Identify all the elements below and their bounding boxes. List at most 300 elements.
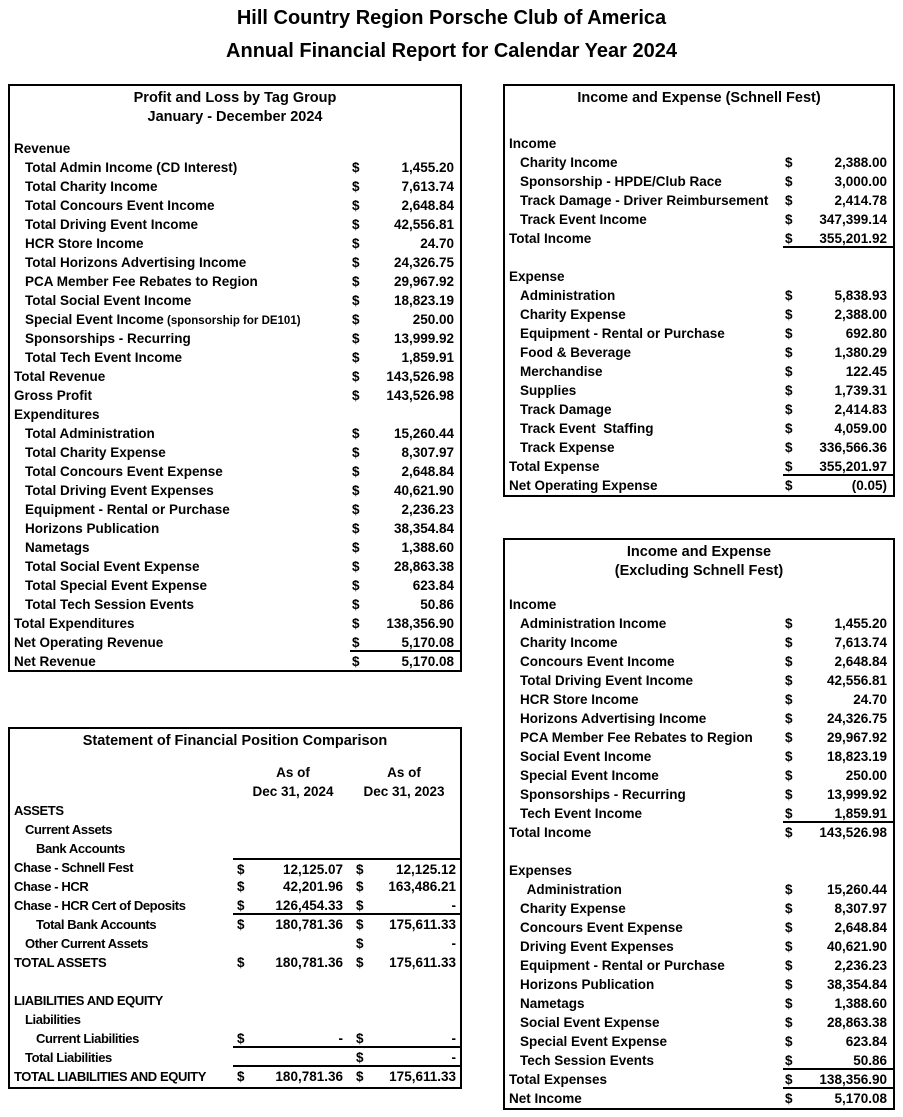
currency-symbol: $ — [785, 1072, 793, 1087]
currency-symbol: $ — [352, 369, 360, 384]
table-row — [505, 842, 893, 861]
row-label: Equipment - Rental or Purchase — [520, 326, 725, 341]
value-cell — [350, 443, 460, 462]
row-value: 1,455.20 — [834, 616, 887, 631]
table-row — [10, 500, 460, 519]
row-value: 38,354.84 — [393, 521, 454, 536]
row-label: Other Current Assets — [25, 936, 148, 951]
row-value: 29,967.92 — [393, 274, 454, 289]
table-row — [505, 595, 893, 614]
table-rows — [505, 595, 893, 1108]
value-columns — [233, 1029, 460, 1048]
row-value: 50.86 — [420, 597, 454, 612]
column-header-line: As of — [276, 765, 310, 780]
table-row — [10, 801, 460, 820]
currency-symbol: $ — [352, 445, 360, 460]
currency-symbol: $ — [237, 862, 245, 877]
currency-symbol: $ — [785, 958, 793, 973]
value-cell — [783, 823, 893, 842]
row-value: 180,781.36 — [275, 1069, 343, 1084]
row-label: Total Tech Event Income — [25, 350, 183, 365]
row-label: Social Event Income — [520, 749, 652, 764]
table-row — [10, 481, 460, 500]
value-cell — [233, 934, 345, 953]
currency-symbol: $ — [785, 787, 793, 802]
value-cell — [233, 1029, 345, 1046]
value-columns — [233, 858, 460, 877]
row-value: 143,526.98 — [386, 388, 454, 403]
currency-symbol: $ — [352, 160, 360, 175]
row-value: 1,859.91 — [401, 350, 454, 365]
table-row — [10, 614, 460, 633]
value-cell — [350, 614, 460, 633]
row-label: Food & Beverage — [520, 345, 632, 360]
row-value: 13,999.92 — [393, 331, 454, 346]
table-row — [10, 1067, 460, 1086]
table-row — [505, 229, 893, 248]
row-label: Chase - HCR Cert of Deposits — [14, 898, 186, 913]
value-cell — [350, 348, 460, 367]
row-label: Special Event Income — [520, 768, 659, 783]
row-label: Total Income — [509, 825, 592, 840]
row-label: Horizons Advertising Income — [520, 711, 707, 726]
row-value: (0.05) — [851, 478, 887, 493]
table-row — [10, 953, 460, 972]
row-value: 5,170.08 — [401, 654, 454, 669]
table-title: Statement of Financial Position Comparison — [82, 733, 388, 749]
table-row — [10, 991, 460, 1010]
row-label: Income — [509, 597, 557, 612]
value-cell — [783, 153, 893, 172]
currency-symbol: $ — [785, 231, 793, 246]
row-value: 4,059.00 — [834, 421, 887, 436]
row-label: Bank Accounts — [36, 841, 125, 856]
table-row — [505, 438, 893, 457]
table-title: Income and Expense — [626, 544, 772, 560]
value-cell — [783, 918, 893, 937]
value-cell — [783, 172, 893, 191]
table-row — [505, 823, 893, 842]
currency-symbol: $ — [785, 212, 793, 227]
value-cell — [783, 1032, 893, 1051]
currency-symbol: $ — [352, 635, 360, 650]
currency-symbol: $ — [356, 917, 364, 932]
row-label: Chase - Schnell Fest — [14, 860, 134, 875]
row-value: 1,388.60 — [401, 540, 454, 555]
value-cell — [783, 476, 893, 495]
row-value: 336,566.36 — [819, 440, 887, 455]
value-cell — [350, 177, 460, 196]
value-cell — [350, 538, 460, 557]
row-value: 1,455.20 — [401, 160, 454, 175]
row-label: Gross Profit — [14, 388, 93, 403]
row-value: 8,307.97 — [834, 901, 887, 916]
table-rows — [10, 139, 460, 671]
row-value: 5,838.93 — [834, 288, 887, 303]
value-cell — [350, 215, 460, 234]
row-label: Track Expense — [520, 440, 615, 455]
currency-symbol: $ — [352, 559, 360, 574]
value-columns — [233, 896, 460, 915]
currency-symbol: $ — [352, 255, 360, 270]
table-row — [10, 519, 460, 538]
currency-symbol: $ — [785, 749, 793, 764]
table-row — [10, 196, 460, 215]
row-label — [10, 763, 233, 801]
table-row — [505, 747, 893, 766]
table-row — [10, 972, 460, 991]
row-label: Charity Expense — [520, 901, 626, 916]
currency-symbol: $ — [785, 1053, 793, 1068]
row-value: 42,201.96 — [282, 879, 343, 894]
row-label: Total Revenue — [14, 369, 106, 384]
row-label: Net Operating Revenue — [14, 635, 164, 650]
value-cell — [783, 994, 893, 1013]
report-title-line1: Hill Country Region Porsche Club of America — [236, 7, 667, 29]
row-value: 2,648.84 — [401, 198, 454, 213]
row-label: LIABILITIES AND EQUITY — [14, 993, 163, 1008]
row-label: Total Concours Event Expense — [25, 464, 223, 479]
table-row — [505, 937, 893, 956]
row-value: 138,356.90 — [386, 616, 454, 631]
table-row — [505, 248, 893, 267]
row-value: 15,260.44 — [826, 882, 887, 897]
value-cell — [233, 1067, 345, 1086]
row-label: Expense — [509, 269, 565, 284]
row-value: 143,526.98 — [386, 369, 454, 384]
table-row — [10, 877, 460, 896]
currency-symbol: $ — [785, 673, 793, 688]
table-subtitle: January - December 2024 — [147, 109, 323, 125]
table-row — [505, 457, 893, 476]
value-cell — [233, 953, 345, 972]
spacer — [10, 127, 460, 139]
value-cell — [783, 457, 893, 476]
row-label: HCR Store Income — [520, 692, 639, 707]
value-cell — [350, 576, 460, 595]
row-label: Charity Income — [520, 635, 618, 650]
row-value: 355,201.97 — [819, 459, 887, 474]
currency-symbol: $ — [785, 654, 793, 669]
row-value: 15,260.44 — [393, 426, 454, 441]
currency-symbol: $ — [237, 898, 245, 913]
table-row — [10, 557, 460, 576]
row-label: Total Horizons Advertising Income — [25, 255, 247, 270]
currency-symbol: $ — [356, 936, 364, 951]
row-value: 18,823.19 — [826, 749, 887, 764]
row-value: 1,859.91 — [834, 806, 887, 821]
value-cell — [783, 785, 893, 804]
row-value: 175,611.33 — [389, 1069, 456, 1084]
row-label: Equipment - Rental or Purchase — [25, 502, 230, 517]
row-value: 13,999.92 — [826, 787, 887, 802]
row-value: 180,781.36 — [275, 917, 343, 932]
table-row — [10, 915, 460, 934]
table-row — [10, 1010, 460, 1029]
row-label: Nametags — [520, 996, 585, 1011]
value-cell — [783, 1089, 893, 1108]
value-cell — [783, 305, 893, 324]
value-cell — [356, 1029, 460, 1046]
row-label: Total Expense — [509, 459, 600, 474]
schnell-fest-table — [503, 84, 895, 497]
row-label: Total Bank Accounts — [36, 917, 157, 932]
currency-symbol: $ — [785, 383, 793, 398]
row-label: Total Special Event Expense — [25, 578, 208, 593]
row-label: Total Social Event Income — [25, 293, 192, 308]
table-row — [505, 419, 893, 438]
value-cell — [233, 860, 345, 877]
row-value: - — [451, 936, 456, 951]
column-header-2023 — [352, 763, 460, 801]
row-value: 2,236.23 — [401, 502, 454, 517]
column-header-line: Dec 31, 2024 — [252, 784, 334, 799]
row-label: Social Event Expense — [520, 1015, 660, 1030]
row-value: 2,648.84 — [834, 920, 887, 935]
table-row — [10, 234, 460, 253]
row-label: TOTAL ASSETS — [14, 955, 107, 970]
row-label: Total Charity Expense — [25, 445, 166, 460]
value-columns — [233, 877, 460, 896]
spacer — [10, 751, 460, 763]
row-label: Total Concours Event Income — [25, 198, 215, 213]
row-value: 2,388.00 — [834, 155, 887, 170]
row-label: Chase - HCR — [14, 879, 89, 894]
value-columns — [233, 934, 460, 953]
table-row — [10, 291, 460, 310]
row-value: 163,486.21 — [388, 879, 456, 894]
table-row — [505, 671, 893, 690]
value-cell — [783, 381, 893, 400]
row-label: Total Social Event Expense — [25, 559, 200, 574]
table-row — [10, 858, 460, 877]
row-value: 7,613.74 — [401, 179, 454, 194]
table-row — [505, 861, 893, 880]
table-row — [10, 595, 460, 614]
currency-symbol: $ — [785, 1034, 793, 1049]
spacer — [505, 581, 893, 595]
value-cell — [783, 362, 893, 381]
row-label: Charity Income — [520, 155, 618, 170]
currency-symbol: $ — [352, 502, 360, 517]
row-value: 7,613.74 — [834, 635, 887, 650]
value-cell — [350, 367, 460, 386]
table-row — [505, 880, 893, 899]
row-label: Administration Income — [520, 616, 667, 631]
currency-symbol: $ — [785, 806, 793, 821]
value-cell — [356, 934, 460, 953]
table-row — [10, 215, 460, 234]
value-cell — [356, 896, 460, 913]
row-label: PCA Member Fee Rebates to Region — [520, 730, 753, 745]
row-label: Total Driving Event Income — [520, 673, 694, 688]
table-row — [10, 424, 460, 443]
value-cell — [783, 937, 893, 956]
row-label: Nametags — [25, 540, 90, 555]
currency-symbol: $ — [352, 654, 360, 669]
currency-symbol: $ — [785, 730, 793, 745]
table-row — [10, 310, 460, 329]
value-cell — [350, 557, 460, 576]
currency-symbol: $ — [356, 879, 364, 894]
row-value: 5,170.08 — [834, 1091, 887, 1106]
row-label: Horizons Publication — [25, 521, 160, 536]
value-cell — [783, 438, 893, 457]
currency-symbol: $ — [785, 635, 793, 650]
row-value: 180,781.36 — [275, 955, 343, 970]
row-label: Special Event Expense — [520, 1034, 668, 1049]
table-row — [10, 934, 460, 953]
row-value: 2,648.84 — [401, 464, 454, 479]
value-cell — [350, 462, 460, 481]
currency-symbol: $ — [237, 955, 245, 970]
row-label: Net Operating Expense — [509, 478, 658, 493]
table-row — [505, 975, 893, 994]
currency-symbol: $ — [785, 996, 793, 1011]
currency-symbol: $ — [356, 1050, 364, 1065]
row-value: 18,823.19 — [393, 293, 454, 308]
currency-symbol: $ — [352, 236, 360, 251]
column-header-line: As of — [387, 765, 421, 780]
row-value: 8,307.97 — [401, 445, 454, 460]
table-row — [505, 956, 893, 975]
table-row — [505, 1089, 893, 1108]
row-label: Total Driving Event Expenses — [25, 483, 214, 498]
currency-symbol: $ — [352, 426, 360, 441]
row-label: Track Damage — [520, 402, 612, 417]
row-value: 143,526.98 — [819, 825, 887, 840]
table-row — [10, 462, 460, 481]
row-value: 42,556.81 — [393, 217, 454, 232]
table-row — [505, 1070, 893, 1089]
value-cell — [356, 1067, 460, 1086]
row-label: Total Driving Event Income — [25, 217, 199, 232]
currency-symbol: $ — [352, 293, 360, 308]
row-label: Merchandise — [520, 364, 603, 379]
table-row — [505, 1032, 893, 1051]
table-row — [10, 272, 460, 291]
row-label: Total Liabilities — [25, 1050, 112, 1065]
currency-symbol: $ — [352, 540, 360, 555]
row-value: 29,967.92 — [826, 730, 887, 745]
row-value: 347,399.14 — [819, 212, 887, 227]
row-label: Expenditures — [14, 407, 100, 422]
value-cell — [783, 899, 893, 918]
value-cell — [233, 877, 345, 896]
table-row — [505, 918, 893, 937]
table-row — [505, 785, 893, 804]
value-cell — [783, 652, 893, 671]
value-cell — [783, 614, 893, 633]
row-label: Track Event Staffing — [520, 421, 654, 436]
row-value: 355,201.92 — [819, 231, 887, 246]
row-label: Supplies — [520, 383, 577, 398]
table-row — [505, 305, 893, 324]
currency-symbol: $ — [352, 312, 360, 327]
row-label: Equipment - Rental or Purchase — [520, 958, 725, 973]
value-cell — [783, 1070, 893, 1089]
table-row — [505, 210, 893, 229]
value-cell — [783, 286, 893, 305]
financial-position-table — [8, 727, 462, 1089]
row-value: 40,621.90 — [826, 939, 887, 954]
row-value: 24.70 — [853, 692, 887, 707]
value-cell — [783, 804, 893, 823]
value-columns — [233, 915, 460, 934]
row-label: Current Liabilities — [36, 1031, 139, 1046]
column-header-2024 — [233, 763, 351, 801]
value-cell — [350, 234, 460, 253]
row-label: PCA Member Fee Rebates to Region — [25, 274, 258, 289]
value-cell — [350, 633, 460, 652]
table-row — [10, 405, 460, 424]
value-cell — [350, 253, 460, 272]
row-value: 1,380.29 — [834, 345, 887, 360]
row-value: 2,236.23 — [834, 958, 887, 973]
row-value: 12,125.07 — [282, 862, 343, 877]
value-cell — [783, 419, 893, 438]
row-value: 2,414.83 — [834, 402, 887, 417]
table-row — [505, 804, 893, 823]
table-row — [505, 652, 893, 671]
currency-symbol: $ — [356, 1069, 364, 1084]
row-value: - — [451, 1050, 456, 1065]
row-label: Total Charity Income — [25, 179, 158, 194]
row-label: ASSETS — [14, 803, 64, 818]
row-value: 1,388.60 — [834, 996, 887, 1011]
currency-symbol: $ — [356, 862, 364, 877]
value-columns — [233, 953, 460, 972]
currency-symbol: $ — [785, 307, 793, 322]
table-title: Income and Expense (Schnell Fest) — [577, 90, 821, 106]
row-value: 5,170.08 — [401, 635, 454, 650]
table-row — [10, 538, 460, 557]
row-value: 40,621.90 — [393, 483, 454, 498]
row-value: 2,388.00 — [834, 307, 887, 322]
report-title-line2: Annual Financial Report for Calendar Year 2024 — [226, 40, 677, 62]
value-cell — [783, 880, 893, 899]
row-value: 250.00 — [412, 312, 454, 327]
currency-symbol: $ — [785, 402, 793, 417]
value-cell — [356, 953, 460, 972]
row-label: Track Event Income — [520, 212, 647, 227]
value-cell — [350, 481, 460, 500]
value-cell — [233, 896, 345, 913]
value-cell — [356, 860, 460, 877]
currency-symbol: $ — [785, 977, 793, 992]
currency-symbol: $ — [785, 193, 793, 208]
row-label: Concours Event Expense — [520, 920, 683, 935]
row-label: Total Income — [509, 231, 592, 246]
value-cell — [350, 329, 460, 348]
table-row — [10, 329, 460, 348]
spacer — [505, 108, 893, 134]
currency-symbol: $ — [237, 917, 245, 932]
row-value: 122.45 — [845, 364, 887, 379]
table-row — [505, 614, 893, 633]
currency-symbol: $ — [785, 174, 793, 189]
value-cell — [350, 652, 460, 671]
row-value: 50.86 — [853, 1053, 887, 1068]
value-cell — [783, 191, 893, 210]
row-value: 623.84 — [845, 1034, 887, 1049]
row-value: - — [451, 898, 456, 913]
value-cell — [350, 500, 460, 519]
row-label: Liabilities — [25, 1012, 81, 1027]
table-row — [10, 386, 460, 405]
currency-symbol: $ — [785, 616, 793, 631]
value-cell — [783, 747, 893, 766]
